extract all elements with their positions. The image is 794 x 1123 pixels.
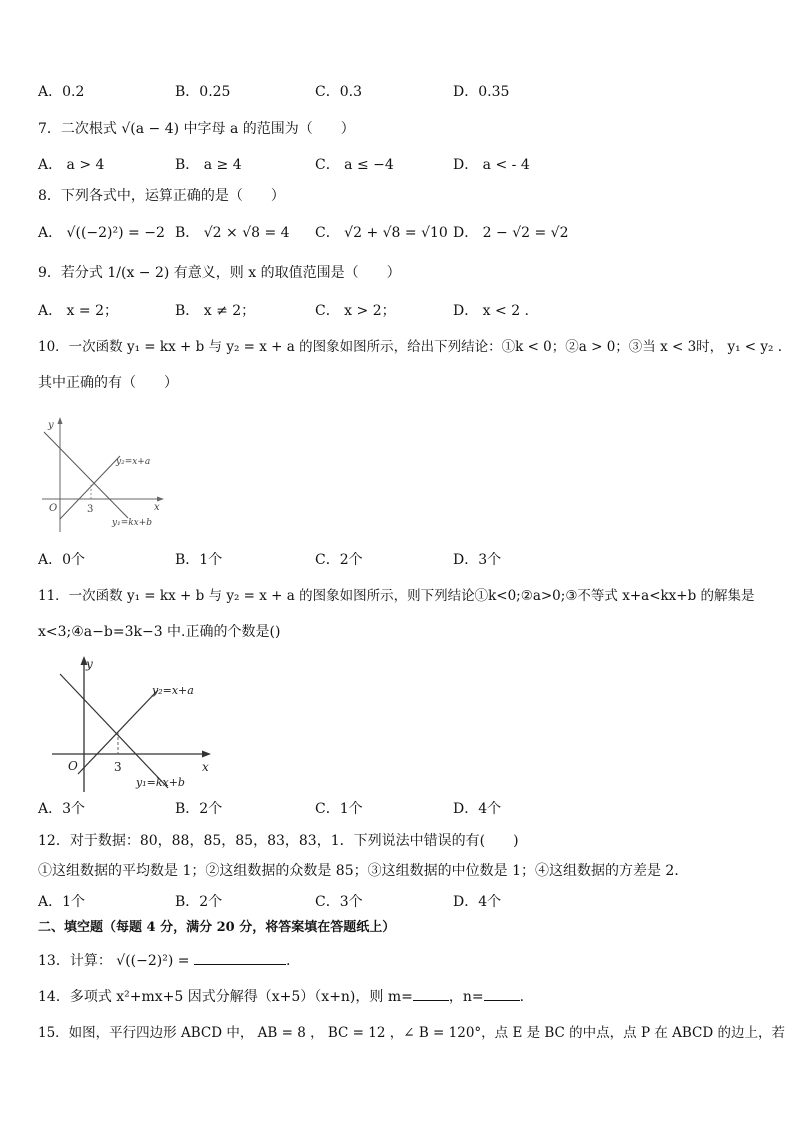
- q10-option-a: A．0个: [38, 552, 86, 568]
- q14-n-blank[interactable]: [484, 986, 520, 1001]
- q11-stem-2: x<3;④a−b=3k−3 中.正确的个数是(): [38, 624, 281, 640]
- q6-option-b: B．0.25: [175, 84, 231, 100]
- q12-option-c: C．3个: [315, 894, 363, 910]
- q10-option-d: D．3个: [453, 552, 502, 568]
- q12-option-b: B．2个: [175, 894, 223, 910]
- q13-expression: √((−2)²) =: [116, 953, 190, 969]
- section-heading-fill-in: 二、填空题（每题 4 分，满分 20 分，将答案填在答题纸上）: [38, 920, 396, 935]
- q11-graph-line-y1-label: y₁=kx+b: [136, 776, 185, 789]
- q9-option-c: C． x > 2；: [315, 303, 396, 319]
- q14-prefix: 14．多项式 x²+mx+5 因式分解得（x+5）（x+n)，则 m=: [38, 989, 413, 1005]
- q10-graph: [38, 414, 173, 534]
- q6-option-a: A．0.2: [38, 84, 85, 100]
- q12-stem-2: ①这组数据的平均数是 1；②这组数据的众数是 85；③这组数据的中位数是 1；④这组数据的方差是 2．: [38, 863, 689, 879]
- q10-graph-line-y2-label: y₂=x+a: [116, 457, 151, 467]
- q11-graph-tick-3: 3: [114, 760, 122, 774]
- q10-graph-origin: O: [49, 503, 58, 514]
- q12-stem: 12．对于数据：80，88，85，85，83，83，1．下列说法中错误的有( ): [38, 833, 519, 849]
- q14-m-blank[interactable]: [413, 986, 449, 1001]
- q14-mid: ，n=: [448, 989, 484, 1005]
- q11-graph-line-y2-label: y₂=x+a: [152, 684, 194, 697]
- q7-option-a: A． a > 4: [38, 157, 105, 173]
- q7-stem: 7．二次根式 √(a − 4) 中字母 a 的范围为（ ）: [38, 121, 355, 137]
- q8-option-b: B． √2 × √8 = 4: [175, 225, 290, 241]
- q10-option-c: C．2个: [315, 552, 363, 568]
- q13-suffix: .: [285, 953, 291, 969]
- q9-option-b: B． x ≠ 2；: [175, 303, 256, 319]
- q14-suffix: .: [519, 989, 525, 1005]
- q8-stem: 8．下列各式中，运算正确的是（ ）: [38, 188, 285, 204]
- q8-option-c: C． √2 + √8 = √10: [315, 225, 448, 241]
- q10-graph-tick-3: 3: [87, 504, 94, 515]
- q10-stem-2: 其中正确的有（ ）: [38, 375, 178, 391]
- q6-option-d: D．0.35: [453, 84, 510, 100]
- q13-prefix: 13．计算：: [38, 953, 112, 969]
- q12-option-a: A．1个: [38, 894, 86, 910]
- q7-option-d: D． a < - 4: [453, 157, 530, 173]
- q11-option-b: B．2个: [175, 801, 223, 817]
- q10-graph-line-y1-label: y₁=kx+b: [112, 518, 153, 528]
- q11-option-d: D．4个: [453, 801, 502, 817]
- q13-line: [38, 950, 290, 971]
- q10-graph-y-label: y: [48, 420, 54, 431]
- q9-option-a: A． x = 2；: [38, 303, 118, 319]
- q10-option-b: B．1个: [175, 552, 223, 568]
- q9-option-d: D． x < 2 .: [453, 303, 530, 319]
- q11-graph: [48, 654, 223, 794]
- q11-stem: 11．一次函数 y₁ = kx + b 与 y₂ = x + a 的图象如图所示，则下列结论①k<0;②a>0;③不等式 x+a<kx+b 的解集是: [38, 588, 755, 604]
- q8-option-d: D． 2 − √2 = √2: [453, 225, 569, 241]
- q10-stem: 10．一次函数 y₁ = kx + b 与 y₂ = x + a 的图象如图所示，给出下列结论：①k < 0；②a > 0；③当 x < 3时， y₁ < y₂ .: [38, 339, 783, 355]
- q14-line: [38, 986, 524, 1007]
- q8-option-a: A． √((−2)²) = −2: [38, 225, 165, 241]
- q7-option-b: B． a ≥ 4: [175, 157, 242, 173]
- q7-option-c: C． a ≤ −4: [315, 157, 394, 173]
- q9-stem: 9．若分式 1/(x − 2) 有意义，则 x 的取值范围是（ ）: [38, 265, 401, 281]
- q11-option-a: A．3个: [38, 801, 86, 817]
- q13-answer-blank[interactable]: [194, 950, 286, 965]
- q10-graph-x-label: x: [154, 502, 160, 513]
- q15-stem: 15．如图，平行四边形 ABCD 中， AB = 8 ， BC = 12 ，∠ B = 120°，点 E 是 BC 的中点，点 P 在 ABCD 的边上，若: [38, 1025, 786, 1041]
- q11-graph-y-label: y: [86, 657, 93, 671]
- q11-graph-x-label: x: [202, 760, 209, 774]
- q6-option-c: C．0.3: [315, 84, 362, 100]
- q12-option-d: D．4个: [453, 894, 502, 910]
- q11-graph-origin: O: [68, 759, 78, 773]
- q11-option-c: C．1个: [315, 801, 363, 817]
